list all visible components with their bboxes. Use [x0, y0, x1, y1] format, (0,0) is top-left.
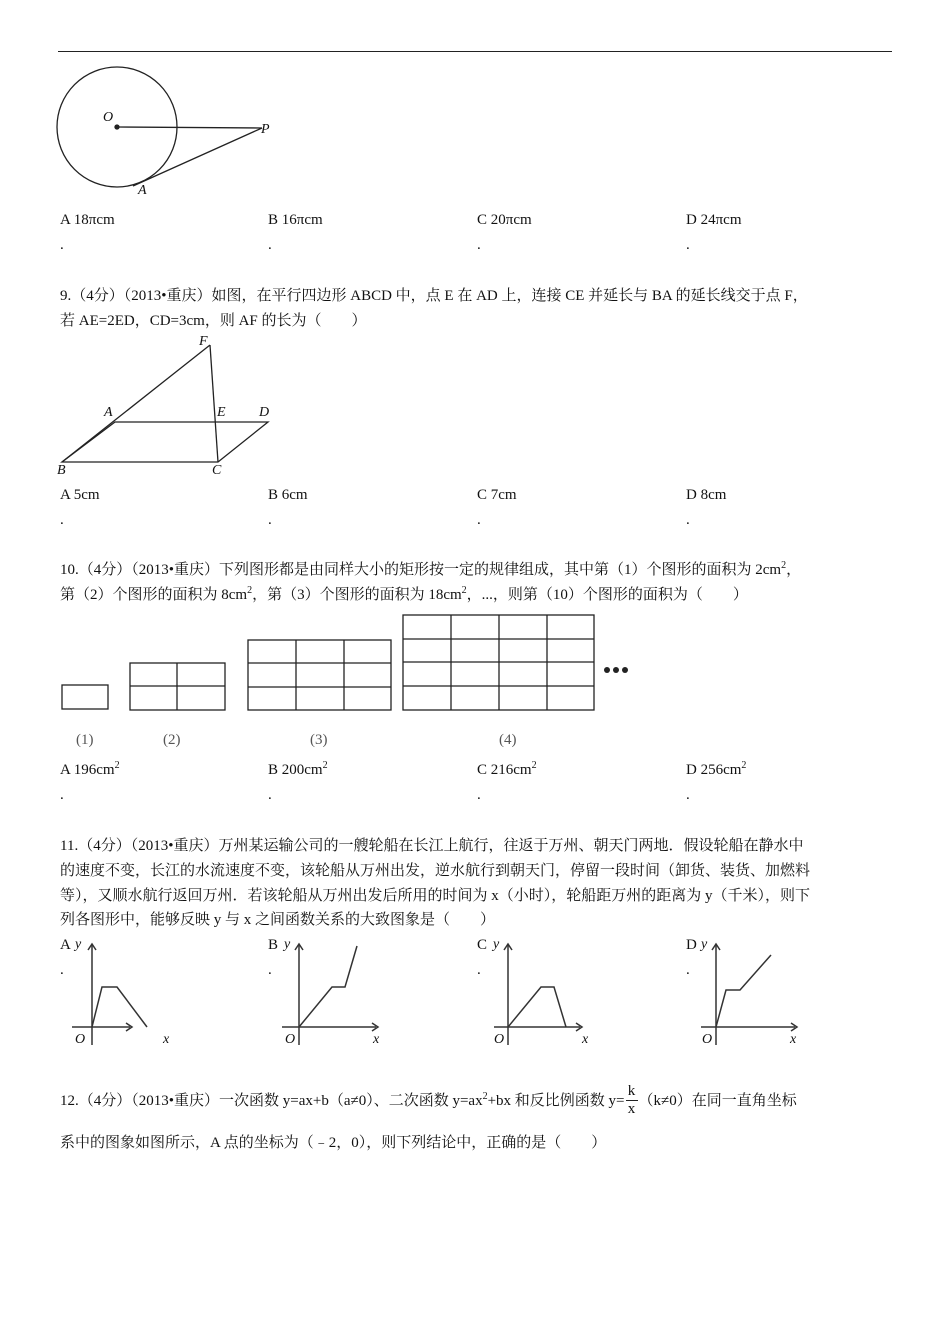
dot: . — [268, 787, 272, 803]
point-label-o: O — [103, 110, 114, 125]
option-letter: A — [60, 487, 71, 503]
option-letter: A — [60, 212, 71, 228]
point-label-a: A — [104, 405, 113, 420]
option-a: A — [60, 937, 71, 953]
origin-label: O — [285, 1032, 296, 1047]
q11-text-line2: 的速度不变，长江的水流速度不变，该轮船从万州出发，逆水航行到朝天门，停留一段时间（卸货、装货、加燃料 — [60, 863, 811, 879]
point-label-e: E — [217, 405, 226, 420]
text: （k≠0）在同一直角坐标 — [638, 1092, 797, 1109]
point-label-b: B — [57, 463, 66, 478]
option-text: 6cm — [281, 487, 308, 503]
q9-text-line1: 9.（4分）（2013•重庆）如图，在平行四边形 ABCD 中，点 E 在 AD 上，连接 CE 并延长与 BA 的延长线交于点 F， — [60, 288, 808, 304]
dot: . — [686, 512, 690, 528]
origin-label: O — [75, 1032, 86, 1047]
q10-text-line1 — [60, 561, 801, 579]
option-letter: D — [686, 762, 697, 778]
dot: . — [477, 237, 481, 253]
text: 12.（4分）（2013•重庆）一次函数 y=ax+b（a≠0）、二次函数 y=ax — [60, 1092, 483, 1109]
superscript: 2 — [741, 760, 747, 771]
superscript: 2 — [531, 760, 537, 771]
text: ，第（3）个图形的面积为 18cm — [252, 587, 462, 603]
option-text: 16πcm — [281, 212, 323, 228]
option-letter: B — [268, 212, 279, 228]
option-c — [477, 761, 537, 779]
option-letter: B — [268, 762, 279, 778]
figure-label: (4) — [499, 732, 517, 748]
axis-label-y: y — [701, 937, 708, 952]
axis-label-y: y — [284, 937, 291, 952]
fraction — [626, 1083, 638, 1118]
text: 第（2）个图形的面积为 8cm — [60, 587, 248, 603]
figure-label: (2) — [163, 732, 181, 748]
origin-label: O — [494, 1032, 505, 1047]
axis-label-x: x — [373, 1032, 380, 1047]
q10-rect-figures — [62, 615, 594, 710]
option-text: 24πcm — [700, 212, 742, 228]
point-label-a: A — [138, 183, 147, 198]
option-text: 200cm — [281, 762, 323, 778]
fraction-numerator: k — [627, 1083, 636, 1099]
axis-label-y: y — [75, 937, 82, 952]
superscript: 2 — [781, 560, 787, 571]
dot: . — [60, 237, 64, 253]
origin-label: O — [702, 1032, 713, 1047]
option-b — [268, 761, 328, 779]
option-text: 5cm — [73, 487, 100, 503]
option-c — [477, 486, 517, 504]
option-letter: A — [60, 762, 71, 778]
option-a — [60, 486, 100, 504]
option-text: 20πcm — [490, 212, 532, 228]
option-letter: C — [477, 762, 488, 778]
dot: . — [686, 787, 690, 803]
option-d — [686, 486, 726, 504]
fraction-denominator: x — [627, 1101, 636, 1117]
text: 10.（4分）（2013•重庆）下列图形都是由同样大小的矩形按一定的规律组成，其中第（1）个图形的面积为 2cm — [60, 562, 782, 578]
q12-text-line2: 系中的图象如图所示，A 点的坐标为（﹣2，0），则下列结论中，正确的是（ ） — [60, 1135, 607, 1151]
superscript: 2 — [247, 585, 253, 596]
q11-graphs — [72, 944, 797, 1045]
text: +bx 和反比例函数 y= — [487, 1092, 625, 1109]
dot: . — [60, 962, 64, 978]
option-b: B — [268, 937, 279, 953]
dot: . — [686, 962, 690, 978]
q9-text-line2: 若 AE=2ED，CD=3cm，则 AF 的长为（ ） — [60, 313, 367, 329]
option-text: 216cm — [490, 762, 532, 778]
axis-label-x: x — [790, 1032, 797, 1047]
axis-label-y: y — [493, 937, 500, 952]
superscript: 2 — [461, 585, 467, 596]
q11-text-line4: 列各图形中，能够反映 y 与 x 之间函数关系的大致图象是（ ） — [60, 912, 496, 928]
option-letter: D — [686, 212, 697, 228]
figure-label: (1) — [76, 732, 94, 748]
text: ， — [786, 562, 802, 578]
option-d — [686, 761, 746, 779]
dot: . — [268, 962, 272, 978]
option-a — [60, 211, 115, 229]
option-c — [477, 211, 532, 229]
point-label-d: D — [259, 405, 270, 420]
point-label-f: F — [199, 334, 208, 349]
dot: . — [477, 512, 481, 528]
ellipsis-dots — [604, 667, 628, 673]
q9-parallelogram-figure — [62, 345, 268, 462]
text: ，...，则第（10）个图形的面积为（ ） — [466, 587, 748, 603]
dot: . — [60, 512, 64, 528]
option-b — [268, 486, 308, 504]
point-label-c: C — [212, 463, 222, 478]
option-a — [60, 761, 120, 779]
dot: . — [477, 787, 481, 803]
option-d — [686, 211, 742, 229]
option-text: 7cm — [490, 487, 517, 503]
option-d: D — [686, 937, 697, 953]
dot: . — [477, 962, 481, 978]
option-letter: B — [268, 487, 279, 503]
option-text: 256cm — [700, 762, 742, 778]
option-text: 8cm — [700, 487, 727, 503]
q11-text-line1: 11.（4分）（2013•重庆）万州某运输公司的一艘轮船在长江上航行，往返于万州、朝天门两地．假设轮船在静水中 — [60, 838, 804, 854]
q8-circle-figure — [57, 67, 262, 187]
point-label-p: P — [261, 122, 270, 137]
option-text: 18πcm — [73, 212, 115, 228]
axis-label-x: x — [582, 1032, 589, 1047]
option-b — [268, 211, 323, 229]
axis-label-x: x — [163, 1032, 170, 1047]
dot: . — [686, 237, 690, 253]
q11-text-line3: 等），又顺水航行返回万州．若该轮船从万州出发后所用的时间为 x（小时），轮船距万州的距离为 y（千米），则下 — [60, 888, 811, 904]
superscript: 2 — [114, 760, 120, 771]
dot: . — [268, 237, 272, 253]
option-letter: C — [477, 212, 488, 228]
superscript: 2 — [322, 760, 328, 771]
option-c: C — [477, 937, 488, 953]
q12-text-line1: 12.（4分）（2013•重庆）一次函数 y=ax+b（a≠0）、二次函数 y=ax 2 +bx 和反比例函数 y= k x （k≠0）在同一直角坐标 — [60, 1083, 797, 1117]
option-text: 196cm — [73, 762, 115, 778]
figure-label: (3) — [310, 732, 328, 748]
dot: . — [60, 787, 64, 803]
option-letter: D — [686, 487, 697, 503]
dot: . — [268, 512, 272, 528]
q10-text-line2 — [60, 586, 748, 604]
option-letter: C — [477, 487, 488, 503]
